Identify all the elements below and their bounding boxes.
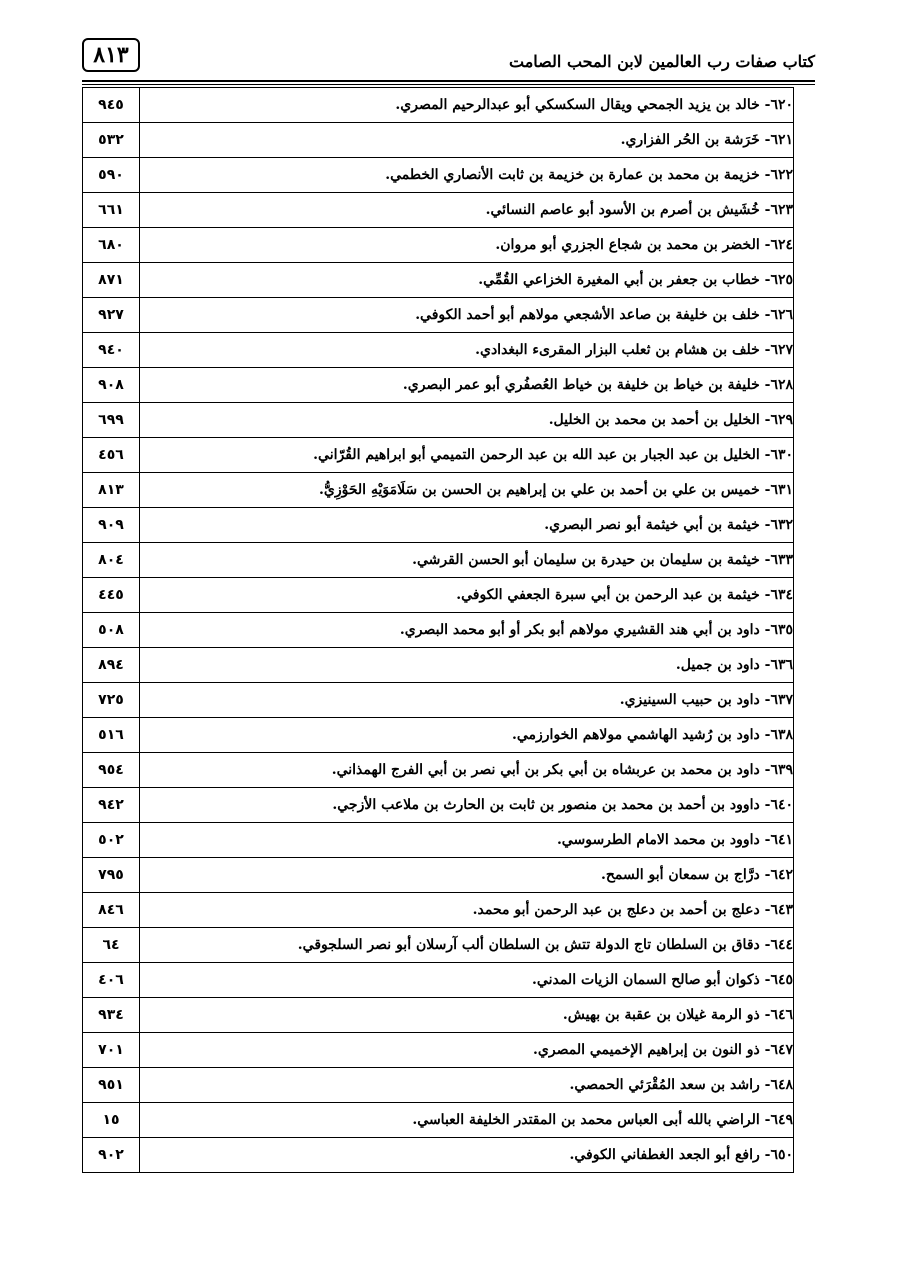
entry-page-number: ٩٥٤ [83,753,140,788]
entry-name: ٦٤٣- دعلج بن أحمد بن دعلج بن عبد الرحمن أبو محمد. [140,893,794,928]
entry-name: ٦٢٤- الخضر بن محمد بن شجاع الجزري أبو مروان. [140,228,794,263]
entry-page-number: ٦٤ [83,928,140,963]
entry-page-number: ٥٠٢ [83,823,140,858]
entry-page-number: ٩٥١ [83,1068,140,1103]
entry-page-number: ٥٠٨ [83,613,140,648]
index-row [83,613,794,648]
index-row [83,88,794,123]
entry-name: ٦٣١- خميس بن علي بن أحمد بن علي بن إبراهيم بن الحسن بن سَلَامَوَيْهِ الحَوْزِيُّ. [140,473,794,508]
entry-name: ٦٤٤- دقاق بن السلطان تاج الدولة تتش بن السلطان ألب آرسلان أبو نصر السلجوقي. [140,928,794,963]
index-row [83,368,794,403]
entry-name: ٦٢٧- خلف بن هشام بن ثعلب البزار المقرىء البغدادي. [140,333,794,368]
index-row [83,823,794,858]
index-row [83,578,794,613]
entry-name: ٦٤٠- داوود بن أحمد بن محمد بن منصور بن ثابت بن الحارث بن ملاعب الأزجي. [140,788,794,823]
entry-page-number: ٩٤٠ [83,333,140,368]
entry-name: ٦٤٥- ذكوان أبو صالح السمان الزيات المدني. [140,963,794,998]
page-header [82,38,815,82]
index-row [83,963,794,998]
entry-name: ٦٣٧- داود بن حبيب السينيزي. [140,683,794,718]
index-row [83,473,794,508]
entry-page-number: ٥١٦ [83,718,140,753]
entry-page-number: ٧٩٥ [83,858,140,893]
index-row [83,998,794,1033]
index-row [83,403,794,438]
entry-name: ٦٣٨- داود بن رُشيد الهاشمي مولاهم الخوارزمي. [140,718,794,753]
entry-page-number: ٤٠٦ [83,963,140,998]
entry-name: ٦٢٢- خزيمة بن محمد بن عمارة بن خزيمة بن ثابت الأنصاري الخطمي. [140,158,794,193]
entry-page-number: ٦٦١ [83,193,140,228]
header-rule-thin [82,84,815,85]
index-row [83,893,794,928]
entry-page-number: ٧٠١ [83,1033,140,1068]
entry-name: ٦٢٦- خلف بن خليفة بن صاعد الأشجعي مولاهم أبو أحمد الكوفي. [140,298,794,333]
entry-page-number: ٩٠٩ [83,508,140,543]
entry-page-number: ٦٩٩ [83,403,140,438]
entry-name: ٦٣٣- خيثمة بن سليمان بن حيدرة بن سليمان أبو الحسن القرشي. [140,543,794,578]
entry-page-number: ٤٥٦ [83,438,140,473]
entry-page-number: ٥٩٠ [83,158,140,193]
entry-page-number: ٨٤٦ [83,893,140,928]
book-title: كتاب صفات رب العالمين لابن المحب الصامت [509,52,815,71]
index-row [83,508,794,543]
entry-name: ٦٣٤- خيثمة بن عبد الرحمن بن أبي سبرة الجعفي الكوفي. [140,578,794,613]
entry-page-number: ٩٠٨ [83,368,140,403]
index-row [83,718,794,753]
entry-name: ٦٥٠- رافع أبو الجعد الغطفاني الكوفي. [140,1138,794,1173]
entry-name: ٦٢٠- خالد بن يزيد الجمحي ويقال السكسكي أبو عبدالرحيم المصري. [140,88,794,123]
entry-page-number: ٦٨٠ [83,228,140,263]
index-row [83,858,794,893]
index-table [82,87,794,1173]
index-row [83,333,794,368]
index-row [83,123,794,158]
index-table-body [83,88,794,1173]
index-row [83,753,794,788]
entry-page-number: ٥٣٢ [83,123,140,158]
entry-name: ٦٢٨- خليفة بن خياط بن خليفة بن خياط العُصفُري أبو عمر البصري. [140,368,794,403]
entry-name: ٦٤٢- درَّاج بن سمعان أبو السمح. [140,858,794,893]
entry-page-number: ٤٤٥ [83,578,140,613]
index-row [83,263,794,298]
index-row [83,1103,794,1138]
entry-name: ٦٤٩- الراضي بالله أبى العباس محمد بن المقتدر الخليفة العباسي. [140,1103,794,1138]
index-row [83,683,794,718]
entry-page-number: ٨١٣ [83,473,140,508]
index-row [83,193,794,228]
entry-page-number: ٩٤٢ [83,788,140,823]
entry-name: ٦٣٠- الخليل بن عبد الجبار بن عبد الله بن عبد الرحمن التميمي أبو ابراهيم القُرّاني. [140,438,794,473]
entry-name: ٦٣٦- داود بن جميل. [140,648,794,683]
entry-page-number: ٨٧١ [83,263,140,298]
entry-name: ٦٣٢- خيثمة بن أبي خيثمة أبو نصر البصري. [140,508,794,543]
index-row [83,438,794,473]
entry-page-number: ٨٩٤ [83,648,140,683]
index-row [83,228,794,263]
entry-name: ٦٤٦- ذو الرمة غيلان بن عقبة بن بهيش. [140,998,794,1033]
entry-name: ٦٢٣- خُشَيش بن أصرم بن الأسود أبو عاصم النسائي. [140,193,794,228]
index-row [83,1138,794,1173]
entry-name: ٦٢٩- الخليل بن أحمد بن محمد بن الخليل. [140,403,794,438]
entry-page-number: ٨٠٤ [83,543,140,578]
index-row [83,788,794,823]
header-rule [82,80,815,82]
entry-page-number: ١٥ [83,1103,140,1138]
entry-page-number: ٩٣٤ [83,998,140,1033]
entry-name: ٦٤١- داوود بن محمد الامام الطرسوسي. [140,823,794,858]
entry-page-number: ٩٠٢ [83,1138,140,1173]
index-row [83,158,794,193]
entry-name: ٦٢٥- خطاب بن جعفر بن أبي المغيرة الخزاعي القُمِّي. [140,263,794,298]
entry-page-number: ٩٤٥ [83,88,140,123]
entry-name: ٦٤٧- ذو النون بن إبراهيم الإخميمي المصري. [140,1033,794,1068]
entry-name: ٦٣٥- داود بن أبي هند القشيري مولاهم أبو بكر أو أبو محمد البصري. [140,613,794,648]
entry-name: ٦٤٨- راشد بن سعد المُقْرَئي الحمصي. [140,1068,794,1103]
index-row [83,298,794,333]
index-row [83,1033,794,1068]
index-row [83,648,794,683]
entry-page-number: ٩٢٧ [83,298,140,333]
entry-name: ٦٢١- خَرَشة بن الحُر الفزاري. [140,123,794,158]
index-row [83,928,794,963]
index-row [83,1068,794,1103]
page-number: ٨١٣ [82,38,140,72]
entry-name: ٦٣٩- داود بن محمد بن عربشاه بن أبي بكر بن أبي نصر بن أبي الفرج الهمذاني. [140,753,794,788]
index-row [83,543,794,578]
entry-page-number: ٧٢٥ [83,683,140,718]
